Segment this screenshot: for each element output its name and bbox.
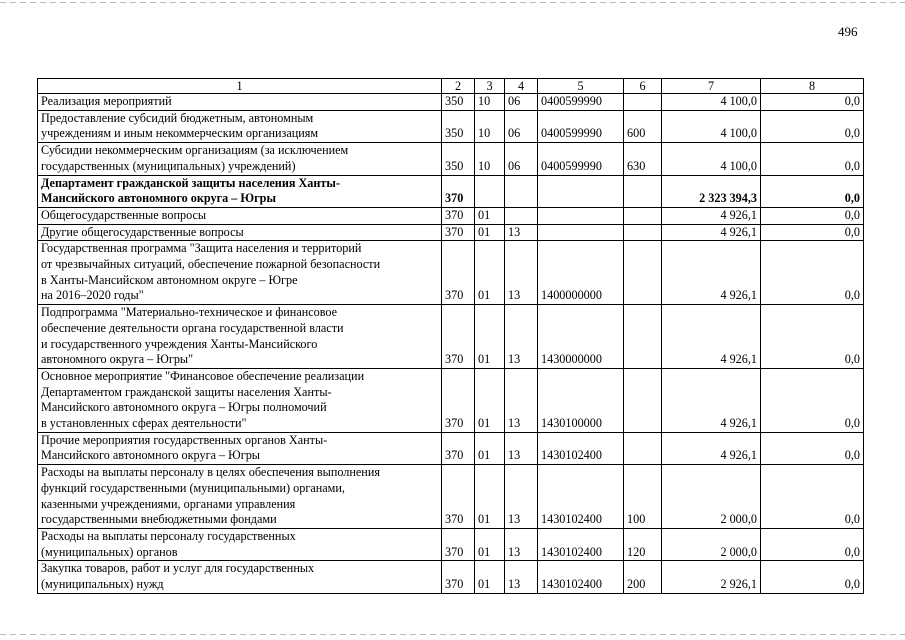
- row-amount-8: 0,0: [761, 110, 864, 142]
- row-code-4: 13: [505, 465, 538, 529]
- row-code-6: 120: [624, 528, 662, 560]
- row-amount-8: 0,0: [761, 241, 864, 305]
- header-cell-8: 8: [761, 79, 864, 94]
- table-row: [38, 241, 864, 305]
- row-code-6: 600: [624, 110, 662, 142]
- row-code-6: [624, 241, 662, 305]
- row-amount-7: 4 926,1: [662, 368, 761, 432]
- row-code-2: 370: [442, 465, 475, 529]
- row-code-3: 10: [475, 143, 505, 175]
- row-code-5: 0400599990: [538, 94, 624, 111]
- table-row: [38, 465, 864, 529]
- row-code-2: 370: [442, 224, 475, 241]
- row-code-3: 10: [475, 94, 505, 111]
- row-code-6: [624, 432, 662, 464]
- row-code-5: 1430102400: [538, 432, 624, 464]
- row-code-6: 630: [624, 143, 662, 175]
- scan-artifact-bottom: [0, 634, 905, 635]
- row-code-6: [624, 305, 662, 369]
- row-code-4: 13: [505, 368, 538, 432]
- row-code-2: 370: [442, 368, 475, 432]
- row-name: Департамент гражданской защиты населения Ханты- Мансийского автономного округа – Югры: [38, 175, 442, 207]
- row-code-4: [505, 207, 538, 224]
- row-code-3: 01: [475, 432, 505, 464]
- row-name: Другие общегосударственные вопросы: [38, 224, 442, 241]
- row-amount-8: 0,0: [761, 305, 864, 369]
- row-code-3: 01: [475, 368, 505, 432]
- row-code-3: 01: [475, 465, 505, 529]
- row-name: Субсидии некоммерческим организациям (за исключением государственных (муниципальных) учреждений): [38, 143, 442, 175]
- row-code-6: 200: [624, 561, 662, 593]
- row-name: Общегосударственные вопросы: [38, 207, 442, 224]
- row-amount-7: 4 926,1: [662, 207, 761, 224]
- row-amount-8: 0,0: [761, 224, 864, 241]
- row-code-5: 1430102400: [538, 561, 624, 593]
- row-code-3: 01: [475, 528, 505, 560]
- row-code-3: 10: [475, 110, 505, 142]
- row-name: Прочие мероприятия государственных органов Ханты- Мансийского автономного округа – Югры: [38, 432, 442, 464]
- row-amount-8: 0,0: [761, 561, 864, 593]
- row-code-6: [624, 368, 662, 432]
- row-code-5: [538, 207, 624, 224]
- table-row: [38, 305, 864, 369]
- row-code-2: 370: [442, 528, 475, 560]
- row-code-2: 370: [442, 561, 475, 593]
- row-amount-7: 2 323 394,3: [662, 175, 761, 207]
- table-row: [38, 561, 864, 593]
- row-name: Расходы на выплаты персоналу государственных (муниципальных) органов: [38, 528, 442, 560]
- row-amount-8: 0,0: [761, 175, 864, 207]
- row-code-2: 370: [442, 305, 475, 369]
- row-amount-8: 0,0: [761, 143, 864, 175]
- row-code-6: [624, 207, 662, 224]
- row-code-4: 13: [505, 432, 538, 464]
- row-code-6: [624, 175, 662, 207]
- row-amount-7: 4 100,0: [662, 94, 761, 111]
- row-code-4: 13: [505, 241, 538, 305]
- row-name: Расходы на выплаты персоналу в целях обеспечения выполнения функций государственными (муниципальными) органами, казенными учреждениями, органами управления государственными внебюджетными фондами: [38, 465, 442, 529]
- row-code-2: 350: [442, 110, 475, 142]
- row-amount-7: 2 000,0: [662, 465, 761, 529]
- row-code-5: 1430000000: [538, 305, 624, 369]
- header-cell-5: 5: [538, 79, 624, 94]
- row-code-5: 1430102400: [538, 528, 624, 560]
- table-row: [38, 110, 864, 142]
- row-code-5: 1400000000: [538, 241, 624, 305]
- table-row: [38, 224, 864, 241]
- row-amount-8: 0,0: [761, 207, 864, 224]
- header-cell-7: 7: [662, 79, 761, 94]
- row-amount-7: 4 926,1: [662, 241, 761, 305]
- row-code-4: 06: [505, 94, 538, 111]
- row-amount-7: 4 100,0: [662, 110, 761, 142]
- row-name: Основное мероприятие "Финансовое обеспечение реализации Департаментом гражданской защиты населения Ханты- Мансийского автономного округа – Югры полномочий в установленных сферах деятельности": [38, 368, 442, 432]
- row-code-5: 0400599990: [538, 143, 624, 175]
- row-code-3: 01: [475, 305, 505, 369]
- row-code-4: 13: [505, 305, 538, 369]
- header-cell-2: 2: [442, 79, 475, 94]
- row-name: Реализация мероприятий: [38, 94, 442, 111]
- row-amount-7: 4 926,1: [662, 224, 761, 241]
- header-cell-3: 3: [475, 79, 505, 94]
- row-amount-8: 0,0: [761, 368, 864, 432]
- table-row: [38, 528, 864, 560]
- row-code-6: [624, 94, 662, 111]
- row-code-4: 13: [505, 528, 538, 560]
- table-row: [38, 175, 864, 207]
- row-code-3: 01: [475, 207, 505, 224]
- page-number: 496: [838, 24, 858, 39]
- row-code-2: 370: [442, 432, 475, 464]
- header-cell-6: 6: [624, 79, 662, 94]
- row-amount-7: 2 926,1: [662, 561, 761, 593]
- row-name: Предоставление субсидий бюджетным, автономным учреждениям и иным некоммерческим организациям: [38, 110, 442, 142]
- row-code-3: 01: [475, 224, 505, 241]
- row-amount-7: 4 926,1: [662, 432, 761, 464]
- row-name: Подпрограмма "Материально-техническое и финансовое обеспечение деятельности органа государственной власти и государственного учреждения Ханты-Мансийского автономного округа – Югры": [38, 305, 442, 369]
- table-row: [38, 143, 864, 175]
- row-code-4: 06: [505, 143, 538, 175]
- row-name: Государственная программа "Защита населения и территорий от чрезвычайных ситуаций, обеспечение пожарной безопасности в Ханты-Мансийском автономном округе – Югре на 2016–2020 годы": [38, 241, 442, 305]
- row-amount-8: 0,0: [761, 432, 864, 464]
- table-row: [38, 94, 864, 111]
- row-amount-8: 0,0: [761, 465, 864, 529]
- row-code-2: 370: [442, 207, 475, 224]
- table-row: [38, 207, 864, 224]
- header-row: [38, 79, 864, 94]
- row-amount-8: 0,0: [761, 94, 864, 111]
- row-amount-7: 2 000,0: [662, 528, 761, 560]
- row-name: Закупка товаров, работ и услуг для государственных (муниципальных) нужд: [38, 561, 442, 593]
- row-code-3: [475, 175, 505, 207]
- row-code-4: 13: [505, 224, 538, 241]
- row-code-2: 370: [442, 175, 475, 207]
- row-code-2: 370: [442, 241, 475, 305]
- row-amount-7: 4 100,0: [662, 143, 761, 175]
- row-amount-7: 4 926,1: [662, 305, 761, 369]
- row-code-5: 1430102400: [538, 465, 624, 529]
- row-code-5: 1430100000: [538, 368, 624, 432]
- row-code-4: 13: [505, 561, 538, 593]
- scan-artifact-top: [0, 2, 905, 3]
- row-code-5: 0400599990: [538, 110, 624, 142]
- budget-table: [37, 78, 864, 594]
- header-cell-4: 4: [505, 79, 538, 94]
- table-row: [38, 432, 864, 464]
- row-code-6: [624, 224, 662, 241]
- row-code-3: 01: [475, 241, 505, 305]
- row-code-2: 350: [442, 94, 475, 111]
- row-amount-8: 0,0: [761, 528, 864, 560]
- table-row: [38, 368, 864, 432]
- row-code-2: 350: [442, 143, 475, 175]
- header-cell-1: 1: [38, 79, 442, 94]
- row-code-6: 100: [624, 465, 662, 529]
- row-code-5: [538, 175, 624, 207]
- row-code-4: [505, 175, 538, 207]
- row-code-3: 01: [475, 561, 505, 593]
- row-code-5: [538, 224, 624, 241]
- row-code-4: 06: [505, 110, 538, 142]
